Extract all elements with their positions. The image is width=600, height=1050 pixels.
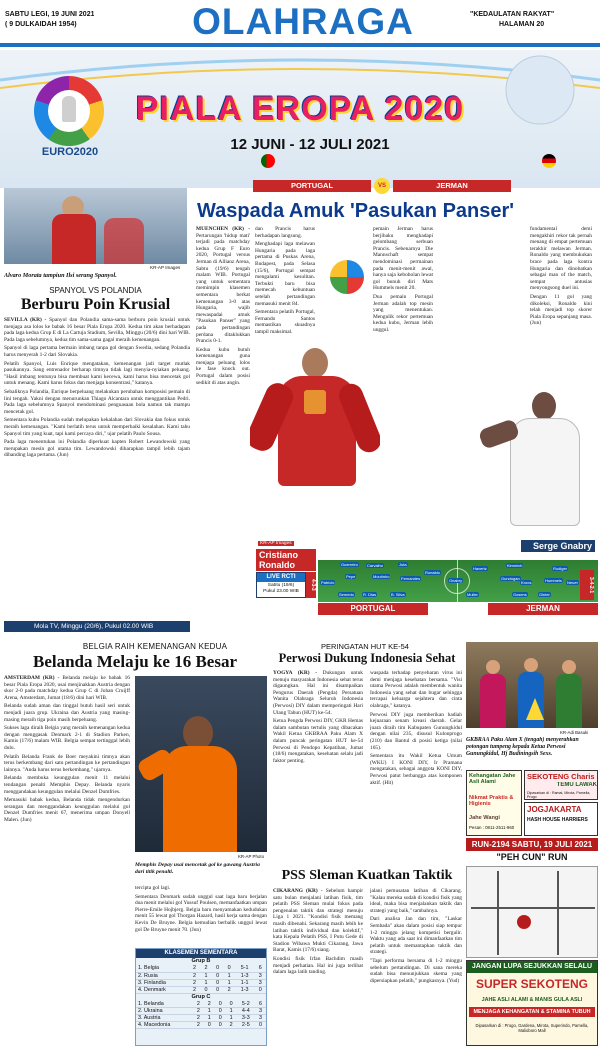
groupB-cell: 0 [254,986,266,993]
belanda-p1: Belanda melaju ke babak 16 besar Piala Eropa 2020, usai menjinakkan Austria dengan skor 2-0 pada matchday kedua Grup C di Johan Cruijff Arena, Amsterdam, Jumat (18/6) dini hari WIB. [4,675,130,701]
belanda-p5: Belanda membuka keunggulan menit 11 melalui tendangan penalti Memphis Depay. Belanda nyaris menggandakan keunggulan melalui Denzel Dumfries. [4,775,130,795]
groupB-cell: 1-3 [235,972,254,979]
standings-table [135,948,267,1046]
ad-hash-run: RUN-2194 SABTU, 19 JULI 2021 [466,838,598,851]
pss-col2-p1: jalani pemusatan latihan di Cikarang. "Kalau mereka sudah di kondisi fisik yang ideal, maka bisa menjalankan taktik dan strategi yang baik," tambahnya. [370,888,462,914]
belanda-p3: Sukses laga diraih Belgia yang meraih kemenangan kedua dengan menggasak Denmark 2-1 di Stadion Parken, Kamis (17/6) malam WIB. Belgia sempat tertinggal lebih dulu. [4,725,130,751]
belanda-p6: Memasuki babak kedua, Belanda tidak mengendurkan serangan dan menggandakan keunggulan melalui gol Denzel Dumfries menit 67, menerima umpan Donyell Malen. (Jun) [4,797,130,823]
groupB-cell: 3 [254,979,266,986]
main-col2-p3: Sementara pelatih Portugal, Fernando Santos memastikan skuadnya tampil maksimal. [255,309,315,335]
groupC-cell: 2-5 [237,1022,255,1029]
pt-player-gk: Patricio [321,580,335,585]
groupC-cell: 1 [204,1015,215,1022]
pt-player-cm2: Moutinho [373,574,390,579]
pt-player-lb: Guerreiro [341,562,358,567]
groupC-cell: 3 [255,1008,266,1015]
pss-dateline: CIKARANG (KR) - [273,888,323,894]
ronaldo-name-label: Cristiano Ronaldo [256,549,316,571]
euro-logo [34,76,104,146]
groupC-cell: 1 [226,1008,237,1015]
main-col1-p2: Kedua kubu butuh kemenangan guna menjaga peluang lolos ke fase knock out. Portugal dalam posisi sedikit di atas angin. [196,346,250,386]
banner-title: PIALA EROPA 2020 [135,90,465,128]
groupC-cell: 0 [226,1001,237,1008]
groupB-cell: 1 [223,972,235,979]
groupB-cell: 4. Denmark [136,986,189,993]
ad-hash-map [466,866,598,958]
main-col1 [196,226,250,396]
formation-right: 3-4-2-1 [580,570,594,600]
groupB-label: Grup B [191,958,211,964]
belanda-kicker: BELGIA RAIH KEMENANGAN KEDUA [82,642,228,651]
pt-player-cm3: B. Silva [391,592,405,597]
belanda-article [4,675,130,1045]
gnabry-photo [470,378,595,548]
groupB-cell: 0 [200,986,212,993]
groupC-cell: 3. Austria [136,1015,193,1022]
groupC-cell: 2 [193,1008,204,1015]
pss-col2-p3: "Tapi performa bersama di 1-2 minggu sebelum pertandingan. Di sana mereka sudah bisa menunjukkan skema yang dipersiapkan pelatih," pungkasnya. (Yud) [370,957,462,984]
de-player-cb1: Ginter [539,592,550,597]
groupC-cell: 2 [193,1001,204,1008]
groupB-cell: 0 [212,965,224,972]
pss-col2-p2: Dari analisa Jan dan tim, "Laskar Sembada" akan dalam posisi siap tempur 1-2 minggu jelang kompetisi bergulir. Waktu yang ada saat ini dimanfaatkan tim pelatih untuk memantapkan taktik dan strategi. [370,916,462,956]
main-col2-p2: Menghadapi laga melawan Hungaria pada laga pertama di Puskas Arena, Budapest, pada Selasa (15/6), Portugal sempat mengalami kesulitan. Terbukti baru bisa memecah kebuntuan setelah pertandingan memasuki menit 84. [255,241,315,307]
main-col4-p1: fundamental demi mengakhiri rekor tak pernah menang di empat pertemuan terakhir melawan Jerman. Ronaldo yang membukukan brace pada laga kontra Hungaria dan dinobatkan sebagai man of the match, sempat antusias menyongsong duel ini. [530,226,592,292]
groupB-cell: 2. Rusia [136,972,189,979]
masthead-date: SABTU LEGI, 19 JUNI 2021 [5,11,95,18]
groupC-cell: 4-4 [237,1008,255,1015]
groupB-cell: 6 [254,965,266,972]
perwosi-col2-p2: Perwosi DIY juga memberikan hadiah kejuaraan senam kreasi daerah. Gelar juara diraih tim Kabupaten Gunungkidul dengan nilai 235, disusul Kulonprogo (210) dan Bantul di posisi ketiga (nilai 165). [370,711,462,751]
masthead-motto: "KEDAULATAN RAKYAT" [470,11,555,18]
live-box [256,572,306,598]
groupC-row [136,1001,266,1008]
groupC-cell: 5-2 [237,1001,255,1008]
pt-player-cb1: Pepe [346,574,356,579]
live-time: Sabtu (19/6) Pukul 23.00 WIB [263,583,299,594]
ad-sekoteng-addr: Dipasarkan di : Ramai, Mirota, Pamella, Progo [527,791,591,800]
pss-headline: PSS Sleman Kuatkan Taktik [281,868,453,883]
ad-hash-event: "PEH CUN" RUN [496,852,568,862]
pt-player-cm1: Carvalho [367,563,384,568]
de-player-gk: Neuer [567,580,578,585]
groupB-cell: 0 [212,972,224,979]
de-player-cb2: Hummels [545,578,562,583]
groupC-cell: 3 [255,1015,266,1022]
main-col3-p1: pemain Jerman harus berjibaku menghadapi gelombang serbuan Prancis. Sebenarnya Die Mannschaft sempat mendominasi permainan pada menit-menit awal, hanya saja kebobolan lewat gol bunuh diri Mats Hummels menit 20. [373,226,433,292]
perwosi-photo-credit: KR-Adi Basuki [560,730,589,735]
main-col1-p1: Pertarungan 'hidup mati' terjadi pada matchday kedua Grup F Euro 2020, Portugal versus Jerman di Allianz Arena, Sabtu (19/6) tengah malam WIB. Portugal yang untuk sementara memimpin klasemen sementara berkat kemenangan 3-0 atas Hungaria, wajib mewaspadai amuk "Pasukan Panser" yang pada pertandingan perdana ditaklukkan Prancis 0-1. [196,232,250,345]
perwosi-col2-p3: Sementara itu Wakil Ketua Umum (WKU) I KONI DIY, Ir Pramana mengatakan, sebagai anggota KONI DIY, Perwosi patut berbangga atas komponen aktif. (Hit) [370,753,462,786]
de-player-rm: Kimmich [507,563,523,568]
ad-super-title: JANGAN LUPA SEJUKKAN SELALU [467,961,597,973]
masthead [0,0,600,52]
belanda-headline: Belanda Melaju ke 16 Besar [33,652,237,671]
spanyol-tv-bar: Mola TV, Minggu (20/6), Pukul 02.00 WIB [4,621,190,632]
perwosi-kicker: PERINGATAN HUT KE-54 [321,642,409,651]
team-left-label: PORTUGAL [253,180,371,192]
ad-super-sekoteng [466,960,598,1046]
groupC-cell: 0 [255,1022,266,1029]
groupB-table [136,965,266,994]
groupB-cell: 1 [223,979,235,986]
ad-sekoteng-sub: TEMU LAWAK [556,782,597,788]
perwosi-col1-p2: Ketua Pengda Perwosi DIY, GKR Hemas dalam sambutan tertulis yang dibacakan Wakil Ketua GKBRAA Paku Alam X dalam puncak peringatan HUT ke-54 Perwosi di Pendopo Kepatihan, Jumat (18/6) mengatakan, kesehatan selalu jadi faktor penting. [273,718,363,764]
spanyol-dateline: SEVILLA (KR) - [4,317,47,323]
vs-badge: VS [374,178,390,194]
groupB-cell: 1-3 [235,986,254,993]
groupC-cell: 2 [193,1015,204,1022]
spanyol-p4: Sebaliknya Polandia, Enrique berpeluang melakukan perubahan komposisi pemain di lini tengah. Yakni dengan menurunkan Thiago Alcantara untuk menggantikan Pedri. Pada laga sebelumnya Spanyol mendominasi penguasaan bola namun tak mampu mencetak gol. [4,388,190,415]
spanyol-p1: Spanyol dan Polandia sama-sama berburu poin krusial untuk menjaga asa lolos ke babak 16 besar Piala Eropa 2020. Kedua tim akan berhadapan pada laga kedua Grup E di La Cartuja Stadium, Sevilla, Minggu (20/6) dini hari WIB. Pada laga sebelumnya, kedua tim sama-sama gagal meraih kemenangan. [4,317,190,343]
groupC-cell: 6 [255,1001,266,1008]
groupC-cell: 0 [215,1015,226,1022]
groupC-cell: 2 [204,1001,215,1008]
spanyol-p2: Spanyol di laga pertama bermain imbang tanpa gol dengan Swedia, sedang Polandia harus menyerah 1-2 dari Slovakia. [4,345,190,358]
groupC-cell: 0 [215,1022,226,1029]
groupB-row [136,972,266,979]
groupC-label: Grup C [191,993,211,1000]
groupB-cell: 2 [189,979,201,986]
trophy-icon [62,96,76,122]
morata-photo [4,188,187,264]
main-col3 [373,226,433,346]
pss-col2 [370,888,462,1046]
matchup-bar [193,178,599,194]
ad-hash-title: JOGJAKARTA [527,805,582,814]
spanyol-p3: Pelatih Spanyol, Luis Enrique mengatakan, kemenangan jadi target mutlak pasukannya. Sang entrenador berharap timnya tidak lagi menyia-nyiakan peluang. "Hasil imbang tentunya bisa membuat kami kecewa, kami harus bisa mencetak gol untuk menang. Kami harus fokus dan menjaga konsentrasi," katanya. [4,360,190,387]
groupC-cell: 3-3 [237,1015,255,1022]
groupC-cell: 0 [204,1022,215,1029]
ad-jahe-sub: Nikmat Praktis & Higienis [469,795,514,808]
spanyol-p5: Sementara kubu Polandia sudah melupakan kekalahan dari Slovakia dan fokus untuk meraih kemenangan. "Kami berlatih terus untuk memperbaiki kesalahan. Kami tahu Spanyol tim yang kuat, tapi kami percaya diri," ujar pelatih Paulo Sousa. [4,417,190,437]
perwosi-col2-p1: waspada terhadap penyebaran virus ini demi menjaga kesehatan bersama. "Visi utama Perwosi adalah membentuk wanita Indonesia yang sehat dan bugar sehingga tercapai keluarga sejahtera dan cinta olahraga," katanya. [370,670,462,709]
main-col3-p2: Dua pemain Portugal Jerman adalah top mesin yang menentukan. Mengulik rekor pertemuan kedua kubu, Jerman lebih unggul. [373,293,433,333]
belanda-col2-p2: Sementara Denmark sudah unggul saat laga baru berjalan dua menit melalui gol Yussuf Poulsen, memanfaatkan umpan Pierre-Emile Hojbjerg. Belgia baru menyamakan kedudukan menit 55 lewat gol Thorgan Hazard, hasil kerja sama dengan Kevin De Bruyne. Belgia kemudian berbalik unggul lewat gol De Bruyne menit 70. (Jun) [135,893,267,933]
portugal-flag-icon [261,154,275,168]
de-player-cm2: Kroos [521,580,532,585]
ad-jahe-contact: Pesan : 0811-2511-960 [469,825,515,830]
depay-caption: Memphis Depay usai mencetak gol ke gawang Austria dari titik penalti. [135,862,260,875]
ad-jahe [466,770,522,836]
pt-player-rb: Semedo [339,592,354,597]
groupB-cell: 3. Finlandia [136,979,189,986]
de-player-lm: Gosens [513,592,527,597]
groupC-row [136,1008,266,1015]
groupB-cell: 2 [189,986,201,993]
depay-photo [135,676,267,852]
de-player-cm1: Gundogan [501,576,520,581]
groupC-row [136,1022,266,1029]
perwosi-col1 [273,670,363,866]
groupC-cell: 1. Belanda [136,1001,193,1008]
groupC-cell: 0 [215,1001,226,1008]
perwosi-col2 [370,670,462,866]
groupC-table [136,1001,266,1030]
groupB-cell: 1 [200,972,212,979]
bottom-team-right: JERMAN [488,603,598,615]
ad-super-footer: Dipasarkan di : Progo, Gardena, Mirota, Superindo, Pamella, Malioboro Mall [475,1023,589,1034]
team-right-label: JERMAN [393,180,511,192]
masthead-rule [0,43,600,47]
euro-ball-graphic [330,260,364,294]
groupC-row [136,1015,266,1022]
de-player-st: Gnabry [449,578,463,583]
ronaldo-photo-credit: KR-AP Images [260,541,292,546]
groupB-cell: 1 [200,979,212,986]
groupC-cell: 1 [226,1015,237,1022]
masthead-page: HALAMAN 20 [499,21,545,28]
spanyol-p6: Pada laga menentukan ini Polandia diperkuat kapten Robert Lewandowski yang merupakan mesin gol utama tim. Lewandowski diharapkan tampil lebih tajam dibanding laga pertama. (Jun) [4,439,190,459]
germany-flag-icon [542,154,556,168]
euro-logo-text: EURO2020 [41,146,99,158]
live-label: LIVE RCTI [257,573,305,582]
ad-jahe-head: Kehangatan Jahe Asli Alami [469,773,516,786]
groupC-cell: 2 [193,1022,204,1029]
pt-player-cb2: R. Dias [363,592,377,597]
main-col4-p2: Dengan 11 gol yang dikoleksi, Ronaldo kini telah menjadi top skorer Piala Eropa sepanjang masa. (Jun) [530,293,592,327]
perwosi-caption: GKBRAA Paku Alam X (tengah) menyerahkan potongan tumpeng kepada Ketua Perwosi Gunungkidul, Hj Budiningsih Sexs. [466,737,579,757]
de-player-cb3: Rudiger [553,566,568,571]
morata-caption: Alvaro Morata tampiun Ilsi serang Spanyol. [4,272,117,279]
pss-col1 [273,888,363,1046]
belanda-dateline: AMSTERDAM (KR) - [4,675,60,681]
morata-photo-credit: KR-AP Images [150,265,181,270]
ad-super-line2: MENJAGA KEHANGATAN & STAMINA TUBUH [469,1007,595,1017]
belanda-p2: Belanda sudah aman dan tinggal butuh hasil seri untuk menjadi juara grup. Ukraina dan Austria yang masing-masing meraih tiga poin masih berpeluang. [4,703,130,723]
groupB-cell: 2 [189,965,201,972]
groupB-row [136,979,266,986]
ad-super-brand: SUPER SEKOTENG [475,977,589,991]
groupB-row [136,965,266,972]
ronaldo-photo [250,340,380,550]
groupC-cell: 2 [226,1022,237,1029]
belanda-col2 [135,885,267,945]
pss-col1-p1: Sebelum hampir satu bulan menjalani latihan fisik, tim pelatih PSS Sleman mulai fokus pada pengenalan taktik dan strategi menuju Liga 1 2021. "Kondisi fisik memang masih dibenahi. Sekarang masih lebih ke latihan taktik individual dan kolektif," kata Kepala Pelatih PSS, I Putu Gede di Stadion Wibawa Mukti Cikarang, Jawa Barat, Kamis (17/6) siang. [273,888,363,954]
masthead-hijri: ( 9 DULKAIDAH 1954) [5,21,77,28]
groupB-cell: 0 [212,986,224,993]
groupB-row [136,986,266,993]
groupC-cell: 2. Ukraina [136,1008,193,1015]
groupB-cell: 5-1 [235,965,254,972]
pt-player-fw3: Ronaldo [425,570,440,575]
ad-jahe-brand: Jahe Wangi [469,815,500,821]
pt-player-fw1: Jota [399,562,407,567]
spanyol-kicker: SPANYOL VS POLANDIA [49,286,142,295]
main-dateline: MUENCHEN (KR) - [196,226,250,232]
groupB-cell: 2 [223,986,235,993]
groupB-cell: 0 [223,965,235,972]
groupB-cell: 0 [212,979,224,986]
perwosi-dateline: YOGYA (KR) - [273,670,317,676]
euro-banner [0,50,600,188]
groupB-cell: 2 [200,965,212,972]
ad-sekoteng [524,770,598,800]
gnabry-name-label: Serge Gnabry [521,540,595,552]
perwosi-photo [466,642,598,728]
formation-left: 4-3-3 [302,572,316,598]
main-headline: Waspada Amuk 'Pasukan Panser' [197,200,515,222]
groupB-cell: 1-1 [235,979,254,986]
groupC-cell: 4. Macedonia [136,1022,193,1029]
groupC-cell: 0 [215,1008,226,1015]
spanyol-article [4,317,190,619]
standings-title: KLASEMEN SEMENTARA [136,949,266,958]
depay-photo-credit: KR-AP Photo [238,854,265,859]
groupB-cell: 3 [254,972,266,979]
banner-dates: 12 JUNI - 12 JULI 2021 [230,136,390,153]
belanda-p4: Pelatih Belanda Frank de Boer meyakini timnya akan terus berkembang dari satu pertandingan ke pertandingan lainnya. "Anda harus terus berkembang," ujarnya. [4,753,130,773]
ad-sekoteng-title: SEKOTENG Charis [527,773,595,781]
main-col4 [530,226,592,376]
spanyol-headline: Berburu Poin Krusial [20,296,171,313]
masthead-title: OLAHRAGA [192,1,414,42]
pt-player-fw2: Fernandes [401,576,421,581]
de-player-am2: Havertz [473,566,487,571]
main-col2-p1: dan Prancis harus berhadapan langsung. [255,226,315,239]
groupC-cell: 1 [204,1008,215,1015]
perwosi-col1-p1: Dukungan untuk menuju masyarakat Indonesia sehat terus digaungkan. Hal ini disampaikan Pengurus Daerah (Pengda) Persatuan Wanita Olahraga Seluruh Indonesia (Perwosi) DIY dalam memperingati Hari Ulang Tahun (HUT) ke-54. [273,670,363,716]
main-col2 [255,226,315,346]
ad-hash-sub: HASH HOUSE HARRIERS [527,817,588,823]
de-player-am1: Muller [467,592,478,597]
groupB-cell: 1. Belgia [136,965,189,972]
bottom-team-left: PORTUGAL [318,603,428,615]
groupB-cell: 2 [189,972,201,979]
belanda-col2-p1: tercipta gol lagi. [135,885,171,891]
ad-hash [524,802,598,836]
pss-col1-p2: Kondisi fisik Irfan Bachdim masih menjadi perhatian. Hal ini juga terlihat dalam laga latih tanding. [273,955,363,976]
perwosi-headline: Perwosi Dukung Indonesia Sehat [278,651,456,665]
ad-super-line1: JAHE ASLI ALAMI & MANIS GULA ASLI [481,997,583,1003]
